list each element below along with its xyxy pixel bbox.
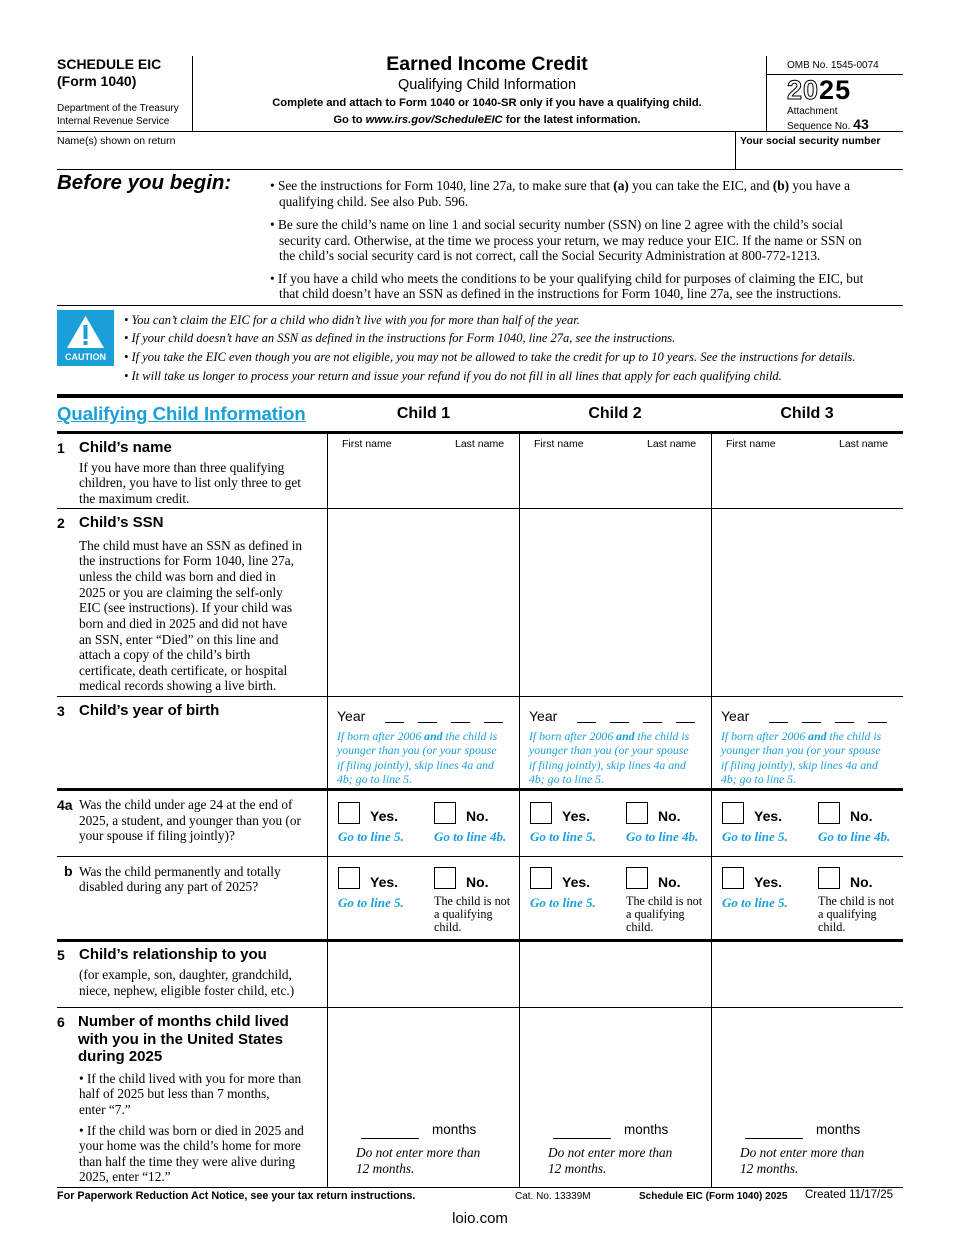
- caution-icon: CAUTION: [57, 310, 114, 366]
- child-2-months-label: months: [624, 1122, 669, 1137]
- line-3-number: 3: [57, 703, 65, 719]
- form-title: Earned Income Credit: [386, 53, 588, 75]
- caution-item-4: • It will take us longer to process your return and issue your refund if you do not fill in all lines that apply for each qualifying child.: [124, 369, 782, 383]
- child-2-4a-yes-label: Yes.: [562, 808, 591, 824]
- child-3-relationship-field[interactable]: [714, 944, 900, 1002]
- child-3-4a-go-no: Go to line 4b.: [818, 829, 891, 844]
- child-1-year-label: Year: [337, 708, 366, 724]
- child-1-name-field[interactable]: [330, 455, 516, 505]
- footer-schedule: Schedule EIC (Form 1040) 2025: [639, 1191, 788, 1202]
- line-6-body2-4: 2025, enter “12.”: [79, 1169, 171, 1184]
- line-2-body-4: 2025 or you are claiming the self-only: [79, 585, 283, 600]
- line-6-body2-3: than half the time they were alive during: [79, 1154, 295, 1169]
- child-2-4b-no-checkbox[interactable]: [626, 867, 648, 889]
- tax-year: 2025: [787, 75, 852, 105]
- line-2-number: 2: [57, 515, 65, 531]
- child-2-4b-go-yes: Go to line 5.: [530, 895, 596, 910]
- child-2-4a-go-yes: Go to line 5.: [530, 829, 596, 844]
- line-2-body-7: an SSN, enter “Died” on this line and: [79, 632, 279, 647]
- child-3-months-label: months: [816, 1122, 861, 1137]
- line-4a-number: 4a: [57, 797, 73, 813]
- line-4b-body-2: disabled during any part of 2025?: [79, 879, 259, 894]
- bullet-3-line-1: • If you have a child who meets the conditions to be your qualifying child for purposes of claiming the EIC, but: [270, 271, 864, 286]
- line-4b-number: b: [64, 863, 73, 879]
- child-1-months-label: months: [432, 1122, 477, 1137]
- child-2-header: Child 2: [588, 405, 642, 422]
- line-6-body2-2: your home was the child’s home for more: [79, 1138, 301, 1153]
- site-watermark: loio.com: [452, 1210, 508, 1227]
- child-3-months-field[interactable]: [744, 1121, 804, 1139]
- line-6-body2-1: • If the child was born or died in 2025 and: [79, 1123, 304, 1138]
- child-1-4a-no-label: No.: [466, 808, 489, 824]
- sequence-label: Sequence No. 43: [787, 116, 869, 132]
- child-1-first-name-label: First name: [342, 438, 392, 450]
- instruction-2: Go to www.irs.gov/ScheduleEIC for the latest information.: [333, 114, 641, 126]
- child-3-ssn-field[interactable]: [714, 512, 900, 692]
- child-2-4a-no-label: No.: [658, 808, 681, 824]
- child-1-4b-go-yes: Go to line 5.: [338, 895, 404, 910]
- irs-url-link[interactable]: www.irs.gov/ScheduleEIC: [365, 114, 503, 126]
- child-2-months-field[interactable]: [552, 1121, 612, 1139]
- line-1-title: Child’s name: [79, 439, 172, 456]
- child-3-year-label: Year: [721, 708, 750, 724]
- ssn-field-label: Your social security number: [740, 135, 881, 147]
- line-4b-body-1: Was the child permanently and totally: [79, 864, 281, 879]
- line-4a-body-3: your spouse if filing jointly)?: [79, 828, 235, 843]
- child-3-name-field[interactable]: [714, 455, 900, 505]
- child-2-4b-no-label: No.: [658, 874, 681, 890]
- child-2-4b-yes-label: Yes.: [562, 874, 591, 890]
- child-1-months-field[interactable]: [360, 1121, 420, 1139]
- child-1-4a-go-yes: Go to line 5.: [338, 829, 404, 844]
- bullet-2-line-3: the child’s social security card is not correct, call the Social Security Administration at 800-772-1213.: [279, 248, 821, 263]
- bullet-2-line-1: • Be sure the child’s name on line 1 and social security number (SSN) on line 2 agree with the child’s social: [270, 217, 843, 232]
- child-2-first-name-label: First name: [534, 438, 584, 450]
- line-2-body-9: certificate, death certificate, or hospital: [79, 663, 288, 678]
- child-2-4a-yes-checkbox[interactable]: [530, 802, 552, 824]
- created-date: Created 11/17/25: [805, 1189, 894, 1201]
- child-1-4a-go-no: Go to line 4b.: [434, 829, 507, 844]
- child-3-4b-no-label: No.: [850, 874, 873, 890]
- caution-item-2: • If your child doesn’t have an SSN as defined in the instructions for Form 1040, line 27a, see the instructions.: [124, 331, 676, 345]
- line-2-body-8: attach a copy of the child’s birth: [79, 647, 251, 662]
- line-2-body-2: the instructions for Form 1040, line 27a,: [79, 553, 294, 568]
- line-5-body-1: (for example, son, daughter, grandchild,: [79, 967, 292, 982]
- child-2-4b-not-qualifying: The child is not a qualifying child.: [626, 894, 703, 934]
- line-4a-body-1: Was the child under age 24 at the end of: [79, 797, 293, 812]
- child-3-4a-no-checkbox[interactable]: [818, 802, 840, 824]
- child-2-year-note: If born after 2006 and the child is younger than you (or your spouse if filing jointly), skip lines 4a and 4b; go to line 5.: [529, 729, 690, 787]
- caution-item-3: • If you take the EIC even though you are not eligible, you may not be allowed to take the credit for up to 10 years. See the instructions for details.: [124, 350, 856, 364]
- child-1-relationship-field[interactable]: [330, 944, 516, 1002]
- omb-number: OMB No. 1545-0074: [787, 60, 879, 71]
- line-5-body-2: niece, nephew, eligible foster child, etc.): [79, 983, 295, 998]
- paperwork-notice: For Paperwork Reduction Act Notice, see your tax return instructions.: [57, 1190, 416, 1202]
- schedule-label: SCHEDULE EIC: [57, 56, 162, 72]
- child-2-4b-yes-checkbox[interactable]: [530, 867, 552, 889]
- line-2-title: Child’s SSN: [79, 514, 164, 531]
- form-label: (Form 1040): [57, 73, 137, 89]
- child-1-last-name-label: Last name: [455, 438, 505, 450]
- child-1-4a-yes-checkbox[interactable]: [338, 802, 360, 824]
- line-5-number: 5: [57, 947, 65, 963]
- line-1-number: 1: [57, 440, 65, 456]
- bullet-3-line-2: that child doesn’t have an SSN as defined in the instructions for Form 1040, line 27a, see the instructions.: [279, 286, 842, 301]
- line-5-title: Child’s relationship to you: [79, 946, 267, 963]
- dept-label: Department of the Treasury: [57, 103, 179, 114]
- child-1-4b-no-checkbox[interactable]: [434, 867, 456, 889]
- line-1-body-1: If you have more than three qualifying: [79, 460, 285, 475]
- bullet-1-line-2: qualifying child. See also Pub. 596.: [279, 194, 469, 209]
- child-3-year-note: If born after 2006 and the child is younger than you (or your spouse if filing jointly), skip lines 4a and 4b; go to line 5.: [721, 729, 882, 787]
- child-3-4b-no-checkbox[interactable]: [818, 867, 840, 889]
- line-6-body1-3: enter “7.”: [79, 1102, 131, 1117]
- caution-item-1: • You can’t claim the EIC for a child who didn’t live with you for more than half of the year.: [124, 313, 580, 327]
- child-3-4a-no-label: No.: [850, 808, 873, 824]
- child-1-4b-no-label: No.: [466, 874, 489, 890]
- child-3-months-note: Do not enter more than 12 months.: [740, 1145, 865, 1176]
- child-2-last-name-label: Last name: [647, 438, 697, 450]
- child-1-months-note: Do not enter more than 12 months.: [356, 1145, 481, 1176]
- child-1-4b-not-qualifying: The child is not a qualifying child.: [434, 894, 511, 934]
- child-1-year-note: If born after 2006 and the child is younger than you (or your spouse if filing jointly), skip lines 4a and 4b; go to line 5.: [337, 729, 498, 787]
- line-2-body-10: medical records showing a live birth.: [79, 678, 277, 693]
- ssn-field[interactable]: [740, 148, 900, 168]
- child-1-4b-yes-checkbox[interactable]: [338, 867, 360, 889]
- line-6-body1-1: • If the child lived with you for more than: [79, 1071, 302, 1086]
- child-1-ssn-field[interactable]: [330, 512, 516, 692]
- child-2-ssn-field[interactable]: [522, 512, 708, 692]
- child-3-4a-yes-checkbox[interactable]: [722, 802, 744, 824]
- irs-label: Internal Revenue Service: [57, 116, 170, 127]
- bullet-1-line-1: • See the instructions for Form 1040, line 27a, to make sure that (a) you can take the EIC, and (b) you have a: [270, 178, 850, 193]
- child-1-4b-yes-label: Yes.: [370, 874, 399, 890]
- child-3-4b-yes-label: Yes.: [754, 874, 783, 890]
- child-2-relationship-field[interactable]: [522, 944, 708, 1002]
- child-1-header: Child 1: [396, 405, 451, 422]
- line-2-body-1: The child must have an SSN as defined in: [79, 538, 303, 553]
- line-2-body-6: born and died in 2025 and did not have: [79, 616, 288, 631]
- qci-heading: Qualifying Child Information: [57, 403, 306, 424]
- child-3-4a-yes-label: Yes.: [754, 808, 783, 824]
- child-2-name-field[interactable]: [522, 455, 708, 505]
- child-3-4b-go-yes: Go to line 5.: [722, 895, 788, 910]
- name-field[interactable]: [60, 148, 730, 168]
- child-3-4a-go-yes: Go to line 5.: [722, 829, 788, 844]
- child-3-header: Child 3: [780, 405, 834, 422]
- line-6-body1-2: half of 2025 but less than 7 months,: [79, 1086, 270, 1101]
- child-3-last-name-label: Last name: [839, 438, 889, 450]
- child-1-4a-no-checkbox[interactable]: [434, 802, 456, 824]
- line-4a-body-2: 2025, a student, and younger than you (or: [79, 813, 301, 828]
- line-6-number: 6: [57, 1014, 65, 1030]
- child-2-months-note: Do not enter more than 12 months.: [548, 1145, 673, 1176]
- instruction-1: Complete and attach to Form 1040 or 1040-SR only if you have a qualifying child.: [272, 97, 702, 109]
- line-1-body-3: the maximum credit.: [79, 491, 190, 506]
- name-field-label: Name(s) shown on return: [57, 135, 176, 147]
- before-you-begin-heading: Before you begin:: [57, 171, 232, 194]
- line-3-title: Child’s year of birth: [79, 702, 220, 719]
- line-6-title: Number of months child lived with you in the United States during 2025: [78, 1013, 289, 1065]
- child-2-4a-go-no: Go to line 4b.: [626, 829, 699, 844]
- child-1-4a-yes-label: Yes.: [370, 808, 399, 824]
- line-2-body-3: unless the child was born and died in: [79, 569, 276, 584]
- child-3-4b-not-qualifying: The child is not a qualifying child.: [818, 894, 895, 934]
- line-2-body-5: EIC (see instructions). If your child was: [79, 600, 293, 615]
- child-3-4b-yes-checkbox[interactable]: [722, 867, 744, 889]
- attachment-label: Attachment: [787, 106, 838, 117]
- child-2-year-label: Year: [529, 708, 558, 724]
- line-1-body-2: children, you have to list only three to get: [79, 475, 301, 490]
- bullet-2-line-2: security card. Otherwise, at the time we process your return, we may reduce your EIC. If the name or SSN on: [279, 233, 862, 248]
- child-2-4a-no-checkbox[interactable]: [626, 802, 648, 824]
- child-3-first-name-label: First name: [726, 438, 776, 450]
- form-subtitle: Qualifying Child Information: [397, 77, 577, 93]
- cat-number: Cat. No. 13339M: [515, 1191, 591, 1202]
